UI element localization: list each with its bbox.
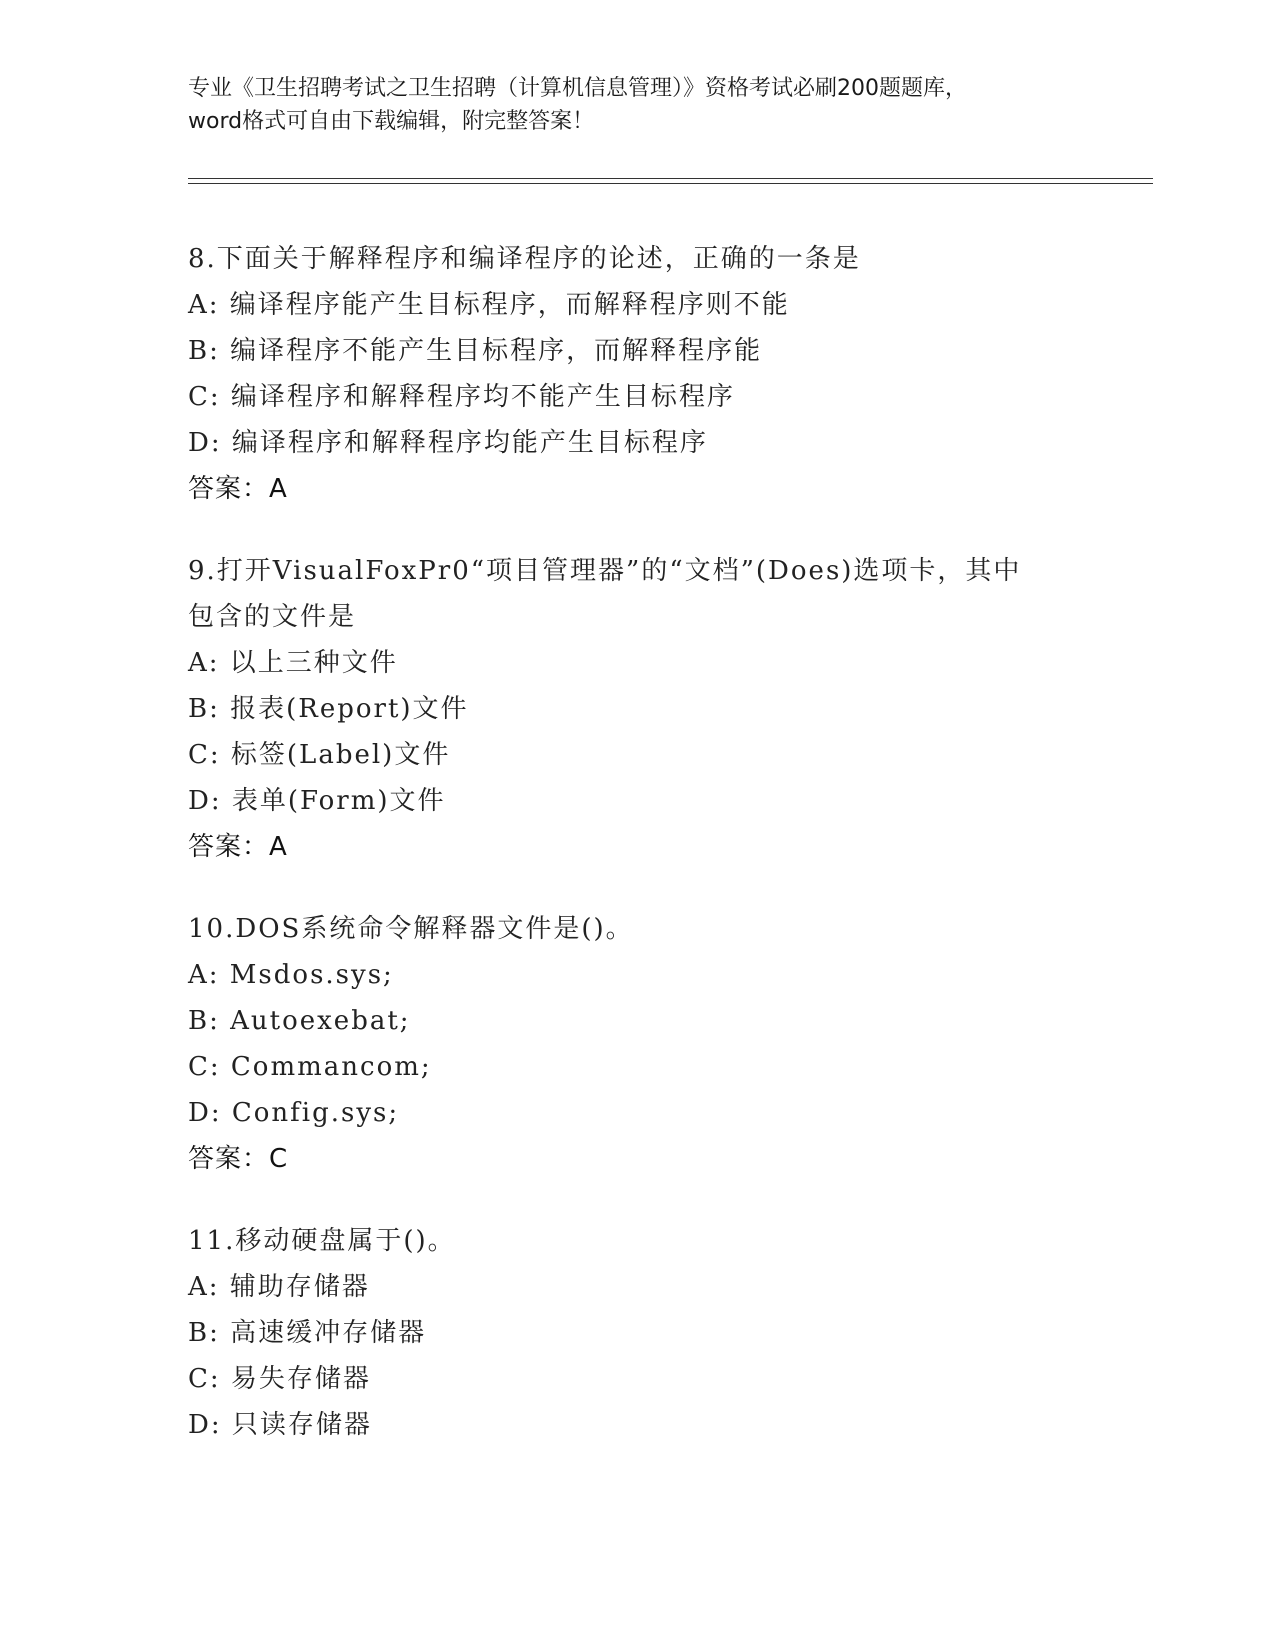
option-d: D: 只读存储器 — [188, 1410, 372, 1440]
question-stem: 8.下面关于解释程序和编译程序的论述，正确的一条是 — [188, 244, 861, 274]
header-divider-bottom — [188, 183, 1153, 184]
option-d: D: Config.sys; — [188, 1098, 400, 1128]
header-line-2: word格式可自由下载编辑，附完整答案！ — [188, 109, 595, 134]
question-8 — [188, 236, 1088, 512]
answer-line: 答案：A — [188, 832, 288, 862]
question-stem: 9.打开VisualFoxPr0“项目管理器”的“文档”(Does)选项卡，其中 — [188, 556, 1022, 586]
option-c: C: 编译程序和解释程序均不能产生目标程序 — [188, 382, 735, 412]
option-a: A: 编译程序能产生目标程序，而解释程序则不能 — [188, 290, 790, 320]
header-divider-top — [188, 178, 1153, 179]
question-11 — [188, 1218, 1088, 1448]
header-line-1: 专业《卫生招聘考试之卫生招聘（计算机信息管理）》资格考试必刷200题题库， — [188, 76, 967, 101]
document-header — [188, 72, 1088, 138]
question-list — [188, 236, 1088, 1484]
question-10 — [188, 906, 1088, 1182]
option-a: A: 以上三种文件 — [188, 648, 398, 678]
question-stem-continued: 包含的文件是 — [188, 602, 357, 632]
question-9 — [188, 548, 1088, 870]
option-c: C: 标签(Label)文件 — [188, 740, 451, 770]
option-c: C: 易失存储器 — [188, 1364, 371, 1394]
option-d: D: 编译程序和解释程序均能产生目标程序 — [188, 428, 708, 458]
option-b: B: 高速缓冲存储器 — [188, 1318, 427, 1348]
answer-line: 答案：C — [188, 1144, 289, 1174]
option-d: D: 表单(Form)文件 — [188, 786, 446, 816]
option-c: C: Commancom; — [188, 1052, 432, 1082]
question-stem: 10.DOS系统命令解释器文件是()。 — [188, 914, 634, 944]
option-b: B: Autoexebat; — [188, 1006, 411, 1036]
option-b: B: 编译程序不能产生目标程序，而解释程序能 — [188, 336, 763, 366]
question-stem: 11.移动硬盘属于()。 — [188, 1226, 456, 1256]
option-a: A: 辅助存储器 — [188, 1272, 370, 1302]
answer-line: 答案：A — [188, 474, 288, 504]
option-b: B: 报表(Report)文件 — [188, 694, 469, 724]
option-a: A: Msdos.sys; — [188, 960, 394, 990]
